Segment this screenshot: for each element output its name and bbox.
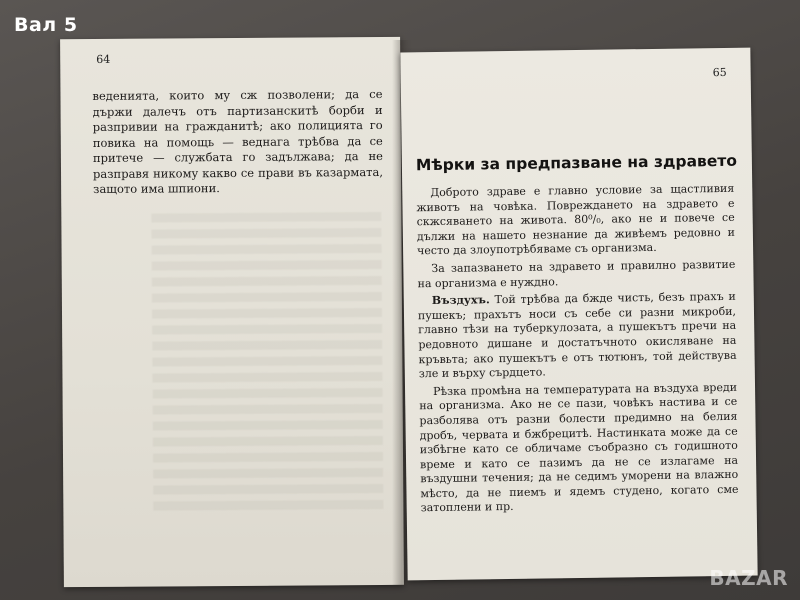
section-heading: Мѣрки за предпазване на здравето [415, 151, 738, 175]
left-page-number: 64 [96, 52, 111, 66]
right-page-text [416, 182, 739, 519]
left-page [60, 37, 404, 587]
paragraph-text: Рѣзка промѣна на температурата на въздуха вреди на организма. Ако не се пази, човѣкъ настива и се разболява отъ разни болести предимно на белия дробъ, червата и бжбрецитѣ. Настинката може да се избѣгне като се обличаме съобразно съ годишното време и като се пазимъ да не се излагаме на въздушни течения; да не седимъ уморени на влажно мѣсто, да не пиемъ и ядемъ студено, когато сме затоплени и пр. [419, 380, 739, 515]
paragraph [416, 182, 735, 259]
left-paragraph: веденията, които му сж позволени; да се държи далечъ отъ партизанскитѣ борби и разпривии на гражданитѣ; ако полицията го повика на помощь — веднага трѣбва да се притече — службата го задължава; да не разправя никому какво се прави въ казармата, защото има шпиони. [92, 86, 384, 196]
left-page-text [92, 87, 383, 198]
paragraph [417, 258, 735, 292]
paragraph [419, 381, 739, 517]
paragraph-lead: Въздухъ. [431, 293, 490, 308]
paragraph [418, 290, 737, 382]
right-page [400, 48, 757, 581]
paragraph-text: За запазването на здравето и правилно развитие на организма е нуждно. [417, 257, 736, 290]
watermark-logo: BAZAR [709, 566, 788, 590]
paragraph-text: Той трѣбва да бжде чисть, безъ прахъ и пушекъ; прахътъ носи съ себе си разни микроби, главно тѣзи на туберкулозата, а пушекътъ пречи на редовното дишане и достатъчното окисляване на кръвьта; ако пушекътъ е отъ тютюнъ, той действува зле и върху сърдцето. [417, 289, 737, 381]
corner-label: Вал 5 [14, 14, 78, 36]
right-page-number: 65 [712, 65, 727, 80]
show-through-text [151, 212, 383, 514]
paragraph-text: Доброто здраве е главно условие за щастливия животъ на човѣка. Повреждането на здравето е скжсяването на живота. 80⁰/₀, ако не и повече се дължи на нашето незнание да живѣемъ редовно и често да злоупотрѣбяваме съ организма. [416, 181, 735, 258]
